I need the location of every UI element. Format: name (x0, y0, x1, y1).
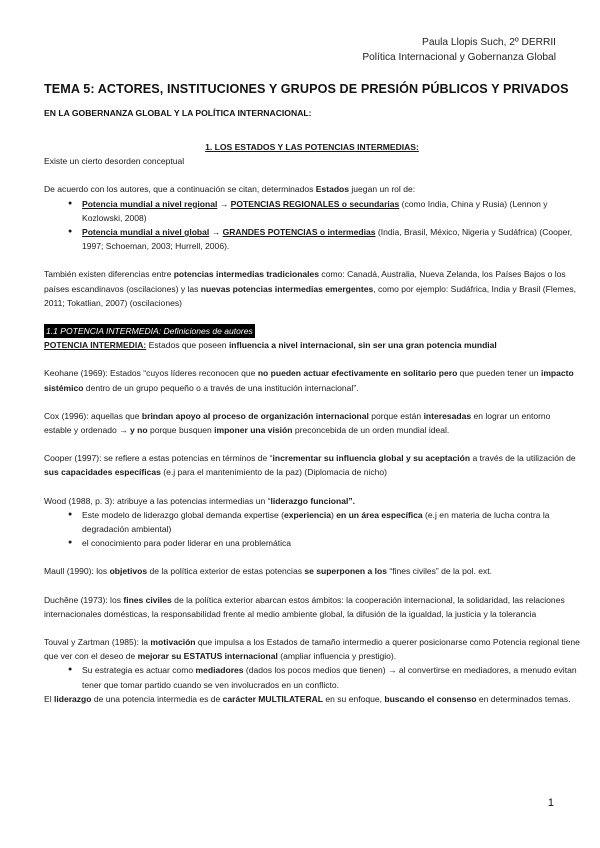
page-header (362, 36, 556, 65)
document-title: TEMA 5: ACTORES, INSTITUCIONES Y GRUPOS DE PRESIÓN PÚBLICOS Y PRIVADOS (44, 82, 569, 96)
duchene-paragraph: Duchêne (1973): los fines civiles de la política exterior abarcan estos ámbitos: la cooperación internacional, la solidaridad, las relaciones internacionales domésticas, la responsabilidad frente al medio ambiente global, la difusión de la igualdad, la justicia y la tolerancia (44, 594, 565, 619)
intro-line: Existe un cierto desorden conceptual (44, 156, 185, 167)
definition-line: POTENCIA INTERMEDIA: Estados que poseen influencia a nivel internacional, sin ser una gran potencia mundial (44, 340, 497, 351)
touval-list (44, 663, 580, 691)
list-item: ● Su estrategia es actuar como mediadores (dados los pocos medios que tienen) → al convertirse en mediadores, a menudo evitan tener que tomar partido cuando se ven involucrados en un conflicto. (68, 663, 580, 691)
roles-list (44, 197, 580, 254)
maull-paragraph: Maull (1990): los objetivos de la política exterior de estas potencias se superponen a los “fines civiles” de la pol. ext. (44, 566, 492, 577)
header-course: Política Internacional y Gobernanza Global (362, 51, 556, 63)
cox-paragraph: Cox (1996): aquellas que brindan apoyo al proceso de organización internacional porque están interesadas en lograr un entorno estable y ordenado → y no porque busquen imponer una visión preconcebida de un orden mundial ideal. (44, 410, 551, 436)
final-paragraph: El liderazgo de una potencia intermedia es de carácter MULTILATERAL en su enfoque, buscando el consenso en determinados temas. (44, 693, 571, 704)
wood-paragraph: Wood (1988, p. 3): atribuye a las potencias intermedias un “liderazgo funcional”. (44, 495, 356, 506)
differences-paragraph: También existen diferencias entre potencias intermedias tradicionales como: Canadá, Australia, Nueva Zelanda, los Países Bajos o los países escandinavos (oscilaciones) y las nuevas potencias intermedias emergentes, como por ejemplo: Sudáfrica, India y Brasil (Flemes, 2011; Tokatlian, 2007) (oscilaciones) (44, 269, 577, 308)
section-heading-1: 1. LOS ESTADOS Y LAS POTENCIAS INTERMEDIAS: (205, 142, 419, 152)
lead-paragraph: De acuerdo con los autores, que a continuación se citan, determinados Estados juegan un rol de: (44, 184, 416, 195)
page-number: 1 (547, 797, 554, 809)
list-item: ● Este modelo de liderazgo global demanda expertise (experiencia) en un área específica (e.j en materia de lucha contra la degradación ambiental) (68, 508, 580, 536)
keohane-paragraph: Keohane (1969): Estados “cuyos líderes reconocen que no pueden actuar efectivamente en solitario pero que pueden tener un impacto sistémico dentro de un grupo pequeño o a través de una institución internacional”. (44, 368, 574, 393)
section-heading-1-1: 1.1 POTENCIA INTERMEDIA: Definiciones de autores (44, 324, 580, 338)
cooper-paragraph: Cooper (1997): se refiere a estas potencias en términos de “incrementar su influencia global y su aceptación a través de la utilización de sus capacidades específicas (e.j para el mantenimiento de la paz) (Diplomacia de nicho) (44, 453, 576, 478)
list-item: ● Potencia mundial a nivel regional → POTENCIAS REGIONALES o secundarias (como India, China y Rusia) (Lennon y Kozlowski, 2008) (68, 197, 580, 225)
list-item: ● Potencia mundial a nivel global → GRANDES POTENCIAS o intermedias (India, Brasil, México, Nigeria y Sudáfrica) (Cooper, 1997; Schoeman, 2003; Hurrell, 2006). (68, 225, 580, 253)
list-item: ● el conocimiento para poder liderar en una problemática (68, 536, 580, 550)
header-author: Paula Llopis Such, 2º DERRII (422, 37, 556, 48)
touval-paragraph: Touval y Zartman (1985): la motivación que impulsa a los Estados de tamaño intermedio a querer posicionarse como Potencia regional tiene que ver con el deseo de mejorar su ESTATUS internacional (ampliar influencia y prestigio). (44, 637, 580, 662)
document-subtitle: EN LA GOBERNANZA GLOBAL Y LA POLÍTICA INTERNACIONAL: (44, 108, 312, 118)
wood-list (44, 508, 580, 551)
document-body (44, 140, 580, 706)
